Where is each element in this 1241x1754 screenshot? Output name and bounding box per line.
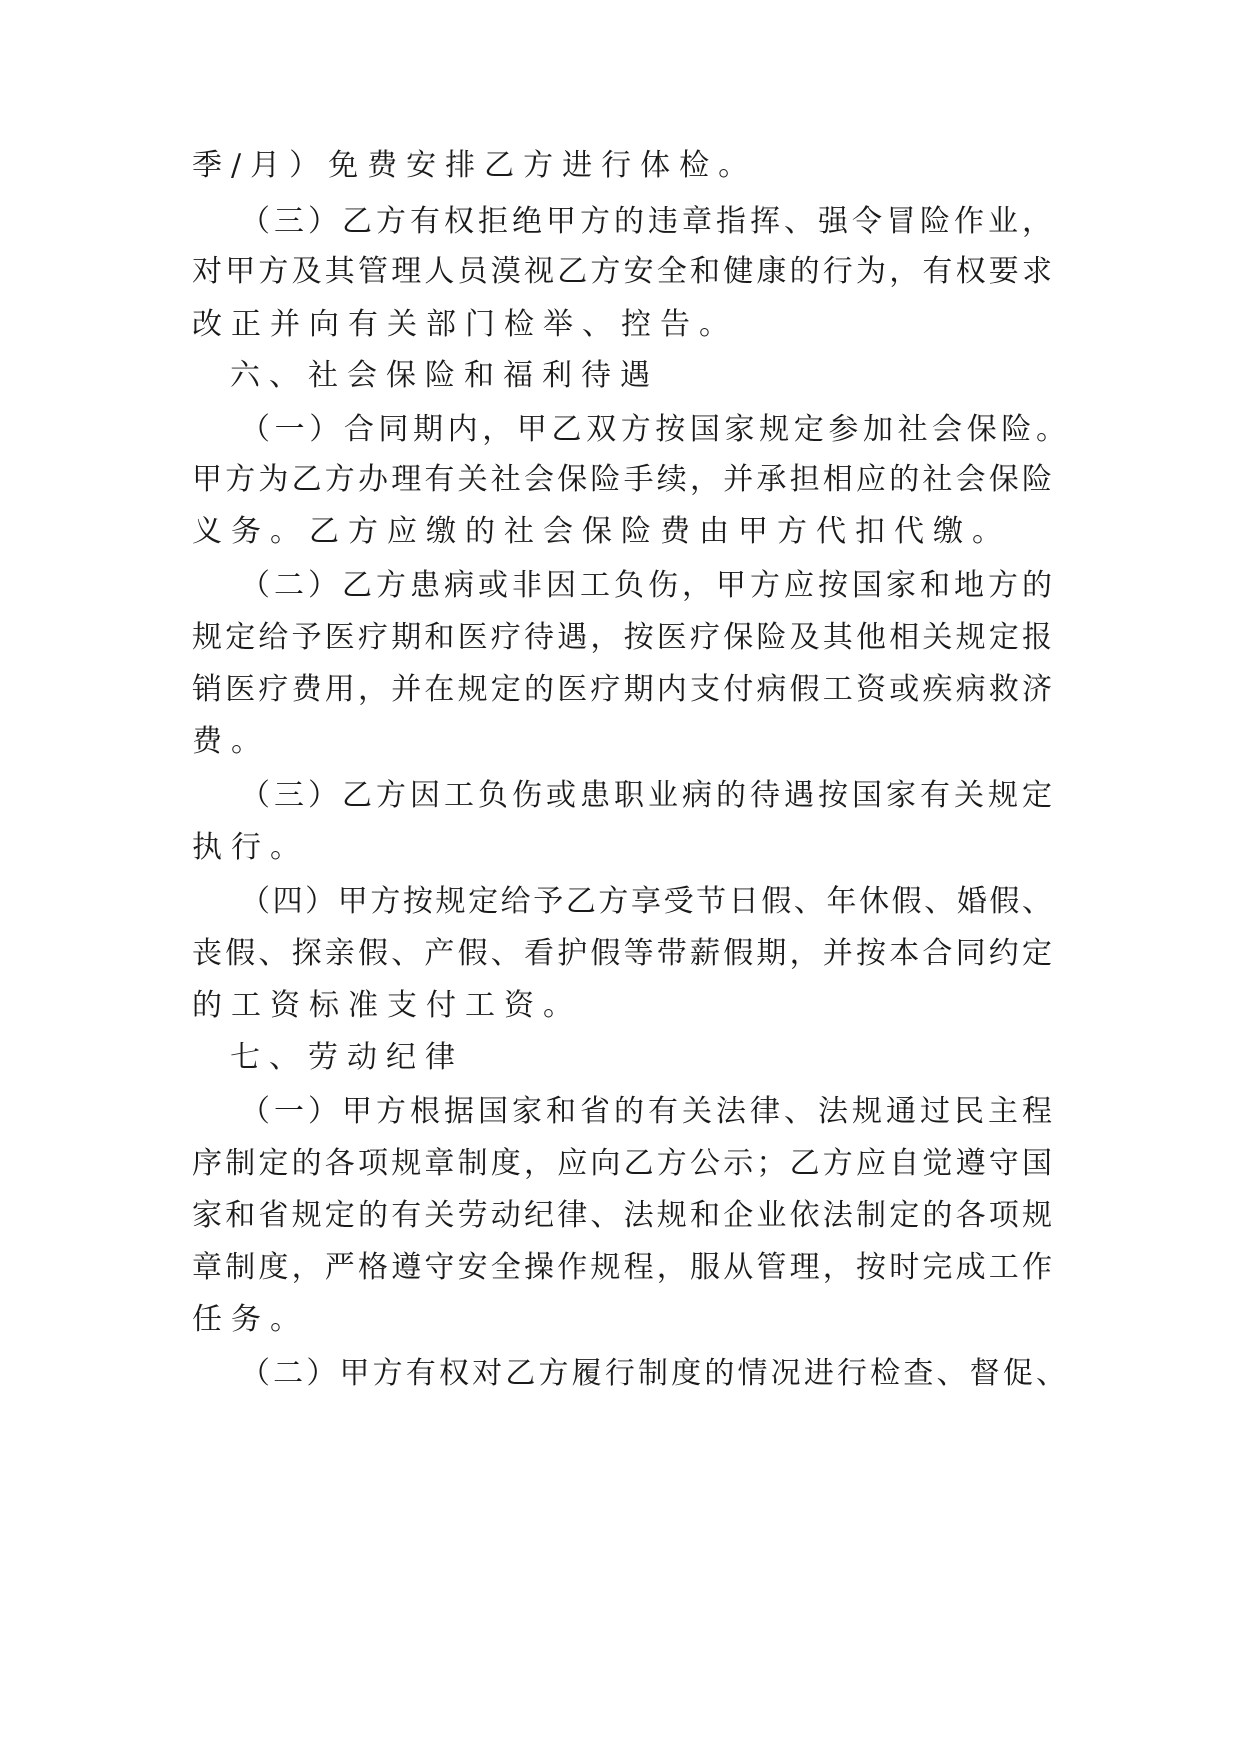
text-line: 丧假、探亲假、产假、看护假等带薪假期，并按本合同约定 xyxy=(192,936,1052,971)
text-line: 费。 xyxy=(192,724,270,759)
text-line: 家和省规定的有关劳动纪律、法规和企业依法制定的各项规 xyxy=(192,1198,1052,1233)
text-line: 任务。 xyxy=(192,1302,309,1337)
text-line: （三）乙方因工负伤或患职业病的待遇按国家有关规定 xyxy=(240,778,1052,813)
text-line: （二）甲方有权对乙方履行制度的情况进行检查、督促、 xyxy=(240,1356,1066,1391)
text-line: 序制定的各项规章制度，应向乙方公示；乙方应自觉遵守国 xyxy=(192,1146,1052,1181)
section-heading: 七、劳动纪律 xyxy=(230,1040,464,1075)
text-line: 执行。 xyxy=(192,830,309,865)
section-heading: 六、社会保险和福利待遇 xyxy=(230,358,659,393)
text-line: （一）合同期内，甲乙双方按国家规定参加社会保险。 xyxy=(240,412,1066,447)
text-line: 章制度，严格遵守安全操作规程，服从管理，按时完成工作 xyxy=(192,1250,1052,1285)
text-line: 对甲方及其管理人员漠视乙方安全和健康的行为，有权要求 xyxy=(192,254,1052,289)
text-line: 季/月）免费安排乙方进行体检。 xyxy=(192,148,758,183)
text-line: 的工资标准支付工资。 xyxy=(192,988,582,1023)
text-line: 规定给予医疗期和医疗待遇，按医疗保险及其他相关规定报 xyxy=(192,620,1052,655)
text-line: （一）甲方根据国家和省的有关法律、法规通过民主程 xyxy=(240,1094,1052,1129)
text-line: 甲方为乙方办理有关社会保险手续，并承担相应的社会保险 xyxy=(192,462,1052,497)
text-line: 改正并向有关部门检举、控告。 xyxy=(192,307,738,342)
text-line: （三）乙方有权拒绝甲方的违章指挥、强令冒险作业， xyxy=(240,204,1052,239)
text-line: （二）乙方患病或非因工负伤，甲方应按国家和地方的 xyxy=(240,568,1052,603)
text-line: 义务。乙方应缴的社会保险费由甲方代扣代缴。 xyxy=(192,514,1011,549)
text-line: （四）甲方按规定给予乙方享受节日假、年休假、婚假、 xyxy=(240,884,1052,919)
text-line: 销医疗费用，并在规定的医疗期内支付病假工资或疾病救济 xyxy=(192,672,1052,707)
